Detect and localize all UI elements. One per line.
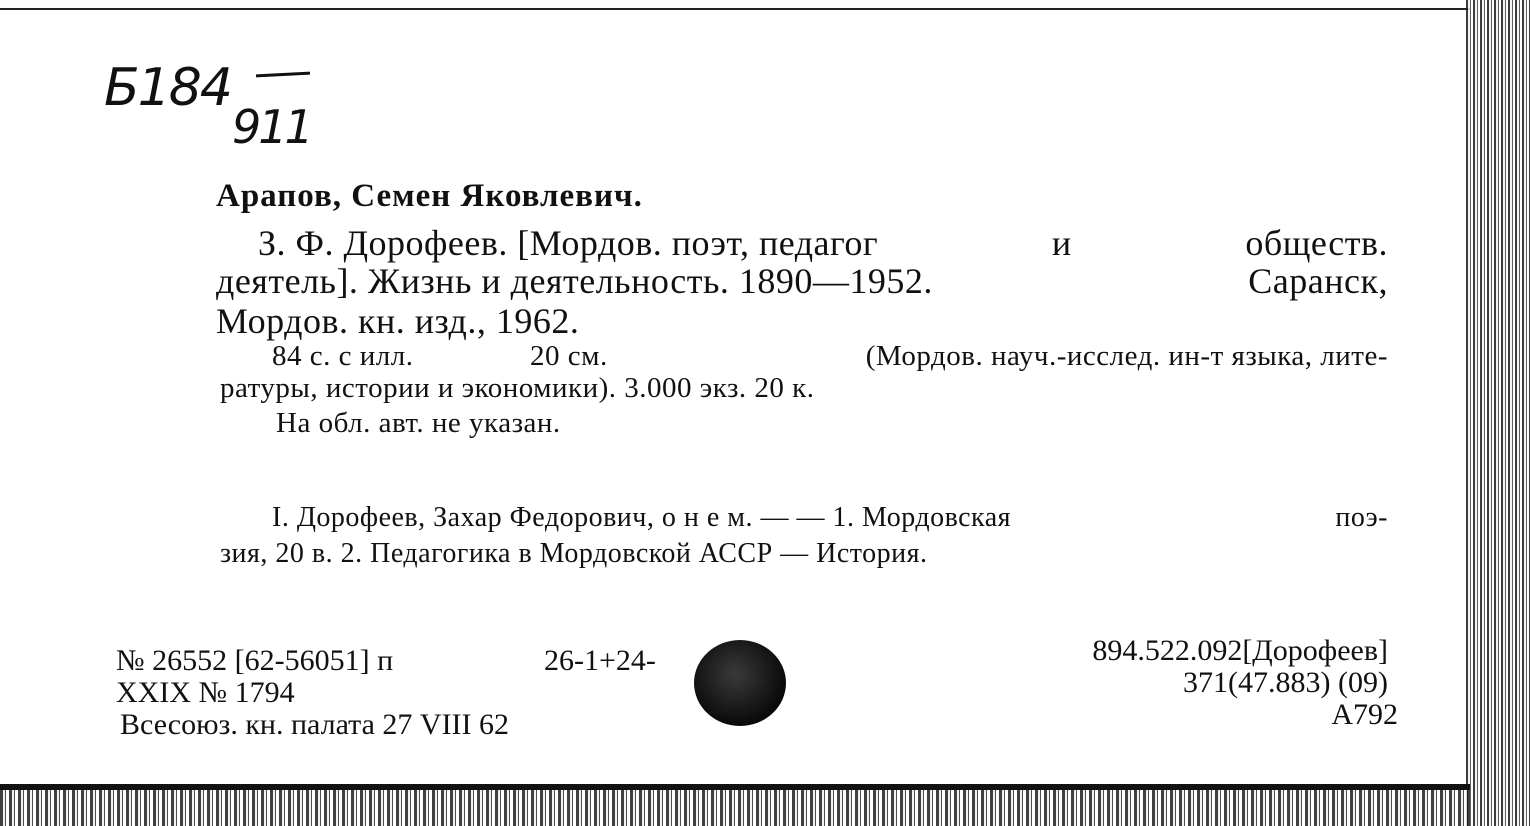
punch-hole — [694, 640, 786, 726]
collation-line-1 — [272, 340, 1388, 373]
scan-right-edge — [1466, 0, 1530, 826]
scan-bottom-edge — [0, 790, 1470, 826]
title-line-1-part-1: З. Ф. Дорофеев. [Мордов. поэт, педагог — [258, 223, 879, 263]
udc-line-1: 894.522.092[Дорофеев] — [1092, 634, 1388, 667]
title-line-1-part-3: обществ. — [1245, 223, 1388, 263]
collation-line-2: ратуры, истории и экономики). 3.000 экз. 20 к. — [220, 372, 815, 404]
handwritten-call-number: Б184 — [104, 58, 231, 118]
tracing-line-1-part-2: поэ- — [1335, 502, 1388, 533]
udc-line-2: 371(47.883) (09) — [1183, 666, 1388, 699]
footer-record-number: № 26552 [62-56051] п — [116, 644, 394, 677]
author-heading: Арапов, Семен Яковлевич. — [216, 178, 643, 214]
footer-card-code: 26-1+24- — [544, 644, 656, 677]
collation-pages: 84 с. с илл. — [272, 340, 414, 372]
title-line-1 — [258, 222, 1388, 264]
handwritten-sub-number: 911 — [232, 100, 311, 154]
handwritten-dash — [256, 72, 310, 78]
title-line-2-part-2: Саранск, — [1248, 261, 1388, 301]
title-line-1-part-2: и — [1051, 223, 1072, 263]
footer-left-line-3: Всесоюз. кн. палата 27 VIII 62 — [120, 708, 510, 741]
title-line-2-part-1: деятель]. Жизнь и деятельность. 1890—1952. — [216, 261, 933, 301]
collation-size: 20 см. — [530, 340, 608, 372]
tracing-line-1-part-1: I. Дорофеев, Захар Федорович, о н е м. — — 1. Мордовская — [272, 502, 1012, 533]
card-top-edge — [0, 0, 1470, 10]
footer-left-line-2: XXIX № 1794 — [116, 676, 295, 709]
imprint-line: Мордов. кн. изд., 1962. — [216, 301, 580, 341]
note-line: На обл. авт. не указан. — [276, 407, 561, 439]
tracing-line-2: зия, 20 в. 2. Педагогика в Мордовской АССР — История. — [220, 538, 928, 569]
footer-left-line-1 — [116, 644, 656, 678]
collation-series: (Мордов. науч.-исслед. ин-т языка, лите- — [865, 340, 1388, 372]
author-mark: А792 — [1331, 698, 1398, 731]
tracing-line-1 — [272, 502, 1388, 534]
title-line-2 — [216, 260, 1388, 302]
